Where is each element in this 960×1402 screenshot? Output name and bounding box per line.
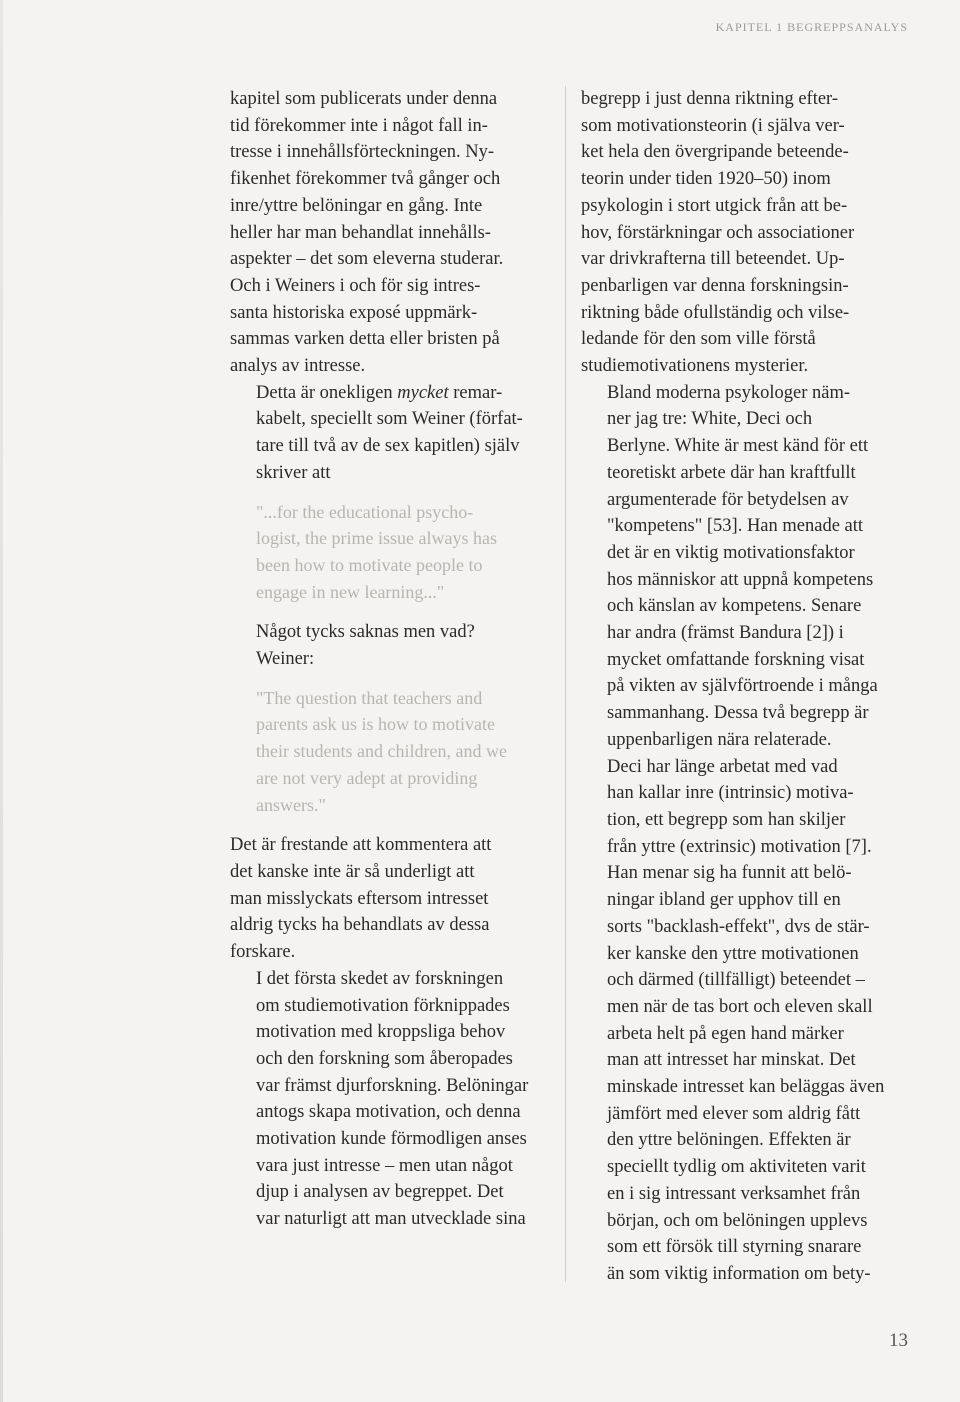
text-line: på vikten av självförtroende i många (607, 676, 878, 697)
text-line: analys av intresse. (230, 356, 366, 377)
text-line: psykologin i stort utgick från att be- (581, 195, 848, 216)
text-line: man misslyckats eftersom intresset (230, 888, 489, 909)
text-line: kabelt, speciellt som Weiner (förfat- (256, 409, 523, 430)
paragraph (581, 86, 903, 380)
text-line: än som viktig information om bety- (607, 1263, 871, 1284)
text-line: riktning både ofullständig och vilse- (581, 302, 850, 323)
running-header: KAPITEL 1 BEGREPPSANALYS (715, 20, 908, 34)
text-line: vara just intresse – men utan något (256, 1155, 513, 1176)
text-line: mycket omfattande forskning visat (607, 649, 865, 670)
text-line: teoretiskt arbete där han kraftfullt (607, 462, 856, 483)
text-line: "The question that teachers and (256, 687, 483, 708)
text-line: argumenterade för betydelsen av (607, 489, 849, 510)
text-line: antogs skapa motivation, och denna (256, 1102, 521, 1123)
text-line: Detta är onekligen mycket remar- (256, 382, 503, 403)
text-line: hov, förstärkningar och associationer (581, 222, 855, 243)
text-line: "...for the educational psycho- (256, 501, 474, 522)
text-line: minskade intresset kan beläggas även (607, 1077, 885, 1098)
text-line: kapitel som publicerats under denna (230, 89, 498, 109)
column-divider (565, 86, 566, 1282)
text-line: logist, the prime issue always has (256, 528, 497, 549)
paragraph (581, 754, 903, 1288)
text-line: studiemotivationens mysterier. (581, 356, 809, 377)
text-line: begrepp i just denna riktning efter- (581, 89, 839, 109)
text-line: om studiemotivation förknippades (256, 995, 510, 1016)
text-line: engage in new learning..." (256, 581, 445, 602)
scan-edge (0, 0, 3, 1402)
text-line: och känslan av kompetens. Senare (607, 596, 862, 617)
text-line: en i sig intressant verksamhet från (607, 1183, 861, 1204)
paragraph (230, 86, 550, 380)
text-line: forskare. (230, 942, 296, 963)
paragraph (581, 380, 903, 754)
text-line: uppenbarligen nära relaterade. (607, 729, 832, 750)
text-line: their students and children, and we (256, 741, 507, 762)
text-line: man att intresset har minskat. Det (607, 1050, 856, 1071)
text-line: tresse i innehållsförteckningen. Ny- (230, 142, 495, 163)
text-line: answers." (256, 794, 326, 815)
text-line: ket hela den övergripande beteende- (581, 142, 849, 163)
text-line: som motivationsteorin (i själva ver- (581, 115, 845, 136)
text-line: tare till två av de sex kapitlen) själv (256, 436, 520, 457)
text-line: ledande för den som ville förstå (581, 329, 816, 350)
text-line: ker kanske den yttre motivationen (607, 943, 859, 964)
text-line: teorin under tiden 1920–50) inom (581, 169, 831, 190)
text-line: tid förekommer inte i något fall in- (230, 115, 488, 136)
text-line: Han menar sig ha funnit att belö- (607, 863, 852, 884)
text-line: ner jag tre: White, Deci och (607, 409, 813, 430)
text-line: aldrig tycks ha behandlats av dessa (230, 915, 490, 936)
text-line: heller har man behandlat innehålls- (230, 222, 491, 243)
text-line: skriver att (256, 462, 331, 483)
text-line: Något tycks saknas men vad? (256, 622, 475, 643)
text-line: arbeta helt på egen hand märker (607, 1023, 844, 1044)
text-line: han kallar inre (intrinsic) motiva- (607, 783, 854, 804)
text-line: speciellt tydlig om aktiviteten varit (607, 1157, 866, 1178)
text-line: har andra (främst Bandura [2]) i (607, 623, 844, 644)
text-line: motivation kunde förmodligen anses (256, 1129, 527, 1150)
text-line: och den forskning som åberopades (256, 1048, 513, 1069)
text-line: santa historiska exposé uppmärk- (230, 302, 478, 323)
block-quote (230, 685, 550, 819)
right-column (581, 86, 903, 1288)
text-line: I det första skedet av forskningen (256, 968, 504, 989)
page-number: 13 (889, 1330, 908, 1351)
text-line: och därmed (tillfälligt) beteendet – (607, 970, 865, 991)
text-line: motivation med kroppsliga behov (256, 1022, 506, 1043)
text-line: Och i Weiners i och för sig intres- (230, 275, 481, 296)
text-line: men när de tas bort och eleven skall (607, 996, 873, 1017)
paragraph (230, 619, 550, 672)
text-line: början, och om belöningen upplevs (607, 1210, 868, 1231)
text-line: are not very adept at providing (256, 767, 478, 788)
text-line: parents ask us is how to motivate (256, 714, 495, 735)
text-line: det kanske inte är så underligt att (230, 861, 475, 882)
text-line: tion, ett begrepp som han skiljer (607, 809, 846, 830)
text-line: från yttre (extrinsic) motivation [7]. (607, 836, 872, 857)
text-line: sorts "backlash-effekt", dvs de stär- (607, 916, 870, 937)
text-line: Deci har länge arbetat med vad (607, 756, 838, 777)
text-line: penbarligen var denna forskningsin- (581, 275, 849, 296)
emphasis: mycket (397, 382, 449, 403)
text-line: var drivkrafterna till beteendet. Up- (581, 249, 845, 270)
text-line: Bland moderna psykologer näm- (607, 382, 851, 403)
text-line: been how to motivate people to (256, 554, 483, 575)
text-line: hos människor att uppnå kompetens (607, 569, 874, 590)
left-column (230, 86, 550, 1233)
paragraph (230, 832, 550, 966)
text-line: var främst djurforskning. Belöningar (256, 1075, 529, 1096)
text-line: djup i analysen av begreppet. Det (256, 1182, 504, 1203)
text-line: sammas varken detta eller bristen på (230, 329, 500, 350)
block-quote (230, 499, 550, 606)
paragraph (230, 380, 550, 487)
text-line: den yttre belöningen. Effekten är (607, 1130, 851, 1151)
text-line: som ett försök till styrning snarare (607, 1237, 862, 1258)
text-line: Berlyne. White är mest känd för ett (607, 436, 869, 457)
text-line: var naturligt att man utvecklade sina (256, 1209, 526, 1230)
text-line: "kompetens" [53]. Han menade att (607, 516, 864, 537)
text-line: det är en viktig motivationsfaktor (607, 542, 855, 563)
text-line: jämfört med elever som aldrig fått (607, 1103, 861, 1124)
text-line: fikenhet förekommer två gånger och (230, 169, 501, 190)
text-line: Det är frestande att kommentera att (230, 835, 492, 856)
text-line: Weiner: (256, 649, 315, 670)
text-line: aspekter – det som eleverna studerar. (230, 249, 504, 270)
text-line: sammanhang. Dessa två begrepp är (607, 703, 869, 724)
paragraph (230, 966, 550, 1233)
text-line: inre/yttre belöningar en gång. Inte (230, 195, 483, 216)
text-line: ningar ibland ger upphov till en (607, 890, 841, 911)
